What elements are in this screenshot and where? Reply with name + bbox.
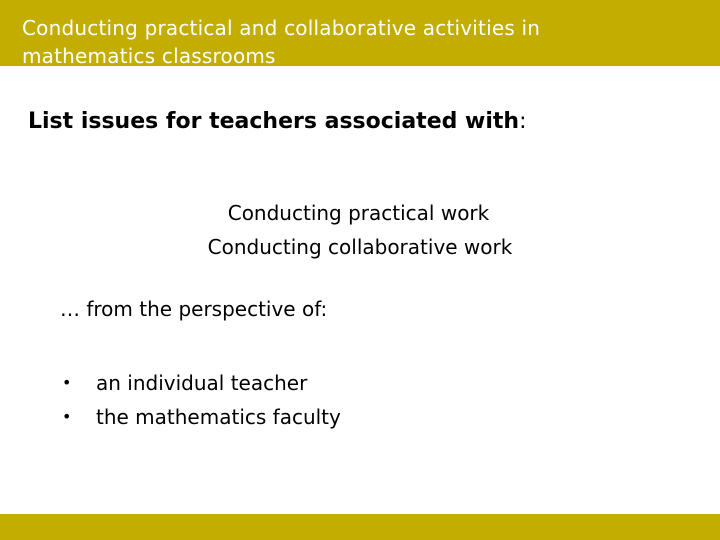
- activity-item-collaborative: Conducting collaborative work: [207, 235, 513, 259]
- list-item: [60, 400, 341, 434]
- list-item: [60, 366, 341, 400]
- perspective-intro: … from the perspective of:: [60, 297, 328, 321]
- perspective-list: [60, 366, 341, 434]
- list-item-label: the mathematics faculty: [96, 405, 341, 429]
- slide-title: Conducting practical and collaborative activities in mathematics classrooms: [22, 16, 541, 66]
- prompt-heading-colon: :: [519, 109, 527, 134]
- prompt-heading-text: List issues for teachers associated with: [28, 109, 520, 134]
- bullet-icon: •: [62, 407, 72, 426]
- header-bar: [0, 0, 720, 66]
- activity-item-practical: Conducting practical work: [227, 201, 490, 225]
- bullet-icon: •: [62, 373, 72, 392]
- list-item-label: an individual teacher: [96, 371, 308, 395]
- footer-bar: [0, 514, 720, 540]
- activity-list: [0, 196, 720, 264]
- prompt-heading: [28, 109, 527, 134]
